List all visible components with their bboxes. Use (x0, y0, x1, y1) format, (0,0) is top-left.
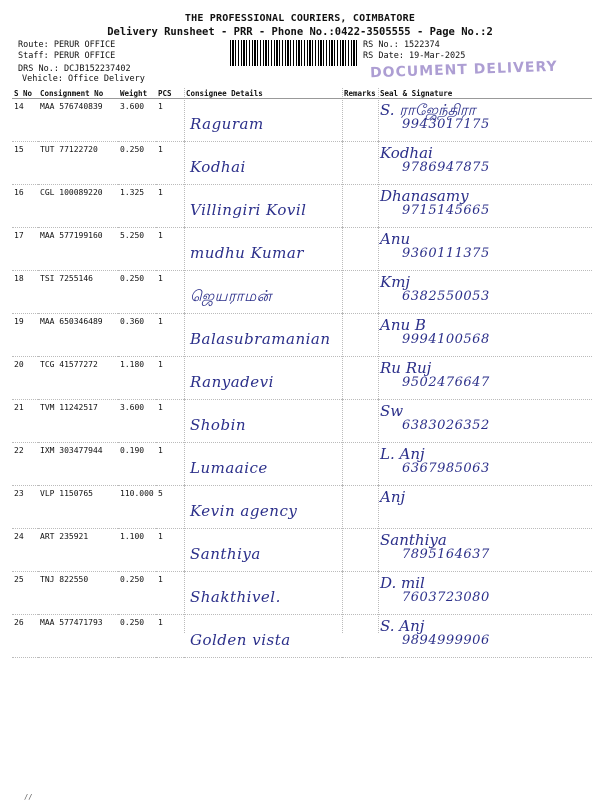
weight-value: 0.190 (118, 443, 156, 486)
table-row (12, 572, 592, 615)
signature-name: Kodhai (380, 144, 433, 162)
serial-number: 14 (12, 99, 38, 142)
signature-name: L. Anj (380, 445, 425, 463)
vehicle-label: Vehicle: Office Delivery (22, 74, 145, 84)
pieces-count: 1 (156, 99, 184, 142)
consignment-number: TCG 41577272 (38, 357, 118, 400)
remarks-cell (342, 400, 378, 443)
serial-number: 15 (12, 142, 38, 185)
signature-name: Dhanasamy (380, 187, 469, 205)
consignee-details (184, 228, 342, 271)
seal-signature (378, 529, 592, 572)
table-row (12, 443, 592, 486)
signature-name: Anj (380, 488, 406, 506)
consignment-header: Consignment No (38, 88, 118, 99)
pieces-count: 1 (156, 314, 184, 357)
signature-phone: 7603723080 (402, 590, 490, 605)
signature-phone: 6383026352 (402, 418, 490, 433)
table-row (12, 529, 592, 572)
consignee-name: Villingiri Kovil (190, 201, 307, 219)
remarks-cell (342, 486, 378, 529)
consignee-details (184, 271, 342, 314)
consignment-number: MAA 577199160 (38, 228, 118, 271)
serial-number: 23 (12, 486, 38, 529)
serial-number: 26 (12, 615, 38, 658)
runsheet-table (12, 88, 592, 658)
consignment-number: TNJ 822550 (38, 572, 118, 615)
consignment-number: TUT 77122720 (38, 142, 118, 185)
weight-value: 0.250 (118, 271, 156, 314)
remarks-cell (342, 615, 378, 658)
consignment-number: MAA 576740839 (38, 99, 118, 142)
consignee-details (184, 443, 342, 486)
pieces-count: 1 (156, 185, 184, 228)
signature-phone: 6367985063 (402, 461, 490, 476)
weight-value: 0.250 (118, 615, 156, 658)
consignee-details (184, 142, 342, 185)
pcs-header: PCS (156, 88, 184, 99)
consignment-number: MAA 577471793 (38, 615, 118, 658)
table-header-row (12, 88, 592, 99)
pieces-count: 1 (156, 529, 184, 572)
signature-name: Sw (380, 402, 404, 420)
serial-number: 24 (12, 529, 38, 572)
signature-name: Kmj (380, 273, 411, 291)
company-title: THE PROFESSIONAL COURIERS, COIMBATORE (184, 13, 416, 24)
serial-number: 20 (12, 357, 38, 400)
consignee-name: Ranyadevi (190, 373, 274, 391)
seal-signature (378, 185, 592, 228)
weight-value: 1.100 (118, 529, 156, 572)
footer-mark: // (24, 793, 33, 801)
consignee-name: Lumaaice (190, 459, 268, 477)
consignee-name: Kodhai (190, 158, 246, 176)
consignee-details (184, 572, 342, 615)
serial-number: 19 (12, 314, 38, 357)
serial-number: 18 (12, 271, 38, 314)
table-row (12, 271, 592, 314)
consignee-details (184, 357, 342, 400)
rs-number: RS No.: 1522374 (363, 40, 440, 50)
signature-phone: 6382550053 (402, 289, 490, 304)
pieces-count: 1 (156, 572, 184, 615)
consignee-details (184, 615, 342, 658)
seal-signature (378, 486, 592, 529)
seal-signature (378, 99, 592, 142)
consignee-name: Golden vista (190, 631, 291, 649)
serial-number: 22 (12, 443, 38, 486)
seal-signature (378, 615, 592, 658)
consignee-header: Consignee Details (184, 88, 342, 99)
pieces-count: 1 (156, 443, 184, 486)
weight-value: 0.250 (118, 572, 156, 615)
consignee-name: mudhu Kumar (190, 244, 304, 262)
weight-value: 0.250 (118, 142, 156, 185)
consignee-name: Balasubramanian (190, 330, 331, 348)
signature-phone: 9786947875 (402, 160, 490, 175)
pieces-count: 1 (156, 615, 184, 658)
barcode-image (230, 40, 358, 66)
consignee-details (184, 314, 342, 357)
seal-signature (378, 443, 592, 486)
table-row (12, 142, 592, 185)
pieces-count: 1 (156, 271, 184, 314)
consignee-name: Santhiya (190, 545, 261, 563)
consignee-name: ஜெயராமன் (190, 287, 272, 305)
table-row (12, 615, 592, 658)
signature-name: Anu B (380, 316, 426, 334)
signature-phone: 7895164637 (402, 547, 490, 562)
document-delivery-stamp: DOCUMENT DELIVERY (369, 58, 558, 82)
serial-number: 25 (12, 572, 38, 615)
signature-header: Seal & Signature (378, 88, 592, 99)
pieces-count: 1 (156, 357, 184, 400)
weight-value: 3.600 (118, 99, 156, 142)
seal-signature (378, 228, 592, 271)
signature-name: S. Anj (380, 617, 425, 635)
consignment-number: ART 235921 (38, 529, 118, 572)
consignee-details (184, 529, 342, 572)
serial-number: 16 (12, 185, 38, 228)
weight-value: 5.250 (118, 228, 156, 271)
signature-phone: 9994100568 (402, 332, 490, 347)
table-row (12, 99, 592, 142)
consignee-details (184, 400, 342, 443)
consignment-number: MAA 650346489 (38, 314, 118, 357)
signature-name: Ru Ruj (380, 359, 432, 377)
seal-signature (378, 400, 592, 443)
signature-name: D. mil (380, 574, 425, 592)
signature-name: S. ராஜேந்திரா (380, 101, 476, 119)
consignment-number: TVM 11242517 (38, 400, 118, 443)
remarks-cell (342, 529, 378, 572)
serial-number: 21 (12, 400, 38, 443)
consignment-number: CGL 100089220 (38, 185, 118, 228)
runsheet-subtitle: Delivery Runsheet - PRR - Phone No.:0422-3505555 - Page No.:2 (107, 26, 493, 38)
remarks-cell (342, 443, 378, 486)
drs-number: DRS No.: DCJB152237402 (18, 64, 131, 74)
table-row (12, 400, 592, 443)
remarks-header: Remarks (342, 88, 378, 99)
remarks-cell (342, 185, 378, 228)
weight-value: 3.600 (118, 400, 156, 443)
consignment-number: TSI 7255146 (38, 271, 118, 314)
seal-signature (378, 357, 592, 400)
signature-name: Santhiya (380, 531, 447, 549)
signature-phone: 9894999906 (402, 633, 490, 648)
signature-phone: 9715145665 (402, 203, 490, 218)
remarks-cell (342, 572, 378, 615)
consignment-number: IXM 303477944 (38, 443, 118, 486)
consignee-details (184, 486, 342, 529)
seal-signature (378, 314, 592, 357)
pieces-count: 1 (156, 228, 184, 271)
consignee-details (184, 185, 342, 228)
consignment-number: VLP 1150765 (38, 486, 118, 529)
table-row (12, 228, 592, 271)
seal-signature (378, 271, 592, 314)
remarks-cell (342, 228, 378, 271)
staff-label: Staff: PERUR OFFICE (18, 51, 116, 61)
table-row (12, 314, 592, 357)
table-row (12, 185, 592, 228)
weight-value: 0.360 (118, 314, 156, 357)
remarks-cell (342, 142, 378, 185)
signature-phone: 9943017175 (402, 117, 490, 132)
consignee-name: Shobin (190, 416, 247, 434)
consignee-name: Kevin agency (190, 502, 298, 520)
table-row (12, 357, 592, 400)
remarks-cell (342, 99, 378, 142)
pieces-count: 1 (156, 400, 184, 443)
pieces-count: 1 (156, 142, 184, 185)
weight-value: 110.000 (118, 486, 156, 529)
remarks-cell (342, 271, 378, 314)
signature-phone: 9360111375 (402, 246, 490, 261)
consignee-details (184, 99, 342, 142)
signature-phone: 9502476647 (402, 375, 490, 390)
weight-header: Weight (118, 88, 156, 99)
weight-value: 1.180 (118, 357, 156, 400)
rs-date: RS Date: 19-Mar-2025 (363, 51, 466, 61)
remarks-cell (342, 314, 378, 357)
signature-name: Anu (380, 230, 411, 248)
seal-signature (378, 572, 592, 615)
consignee-name: Raguram (190, 115, 264, 133)
pieces-count: 5 (156, 486, 184, 529)
serial-number: 17 (12, 228, 38, 271)
consignee-name: Shakthivel. (190, 588, 281, 606)
weight-value: 1.325 (118, 185, 156, 228)
table-row (12, 486, 592, 529)
sno-header: S No (12, 88, 38, 99)
seal-signature (378, 142, 592, 185)
route-label: Route: PERUR OFFICE (18, 40, 116, 50)
remarks-cell (342, 357, 378, 400)
table-body (12, 99, 592, 658)
